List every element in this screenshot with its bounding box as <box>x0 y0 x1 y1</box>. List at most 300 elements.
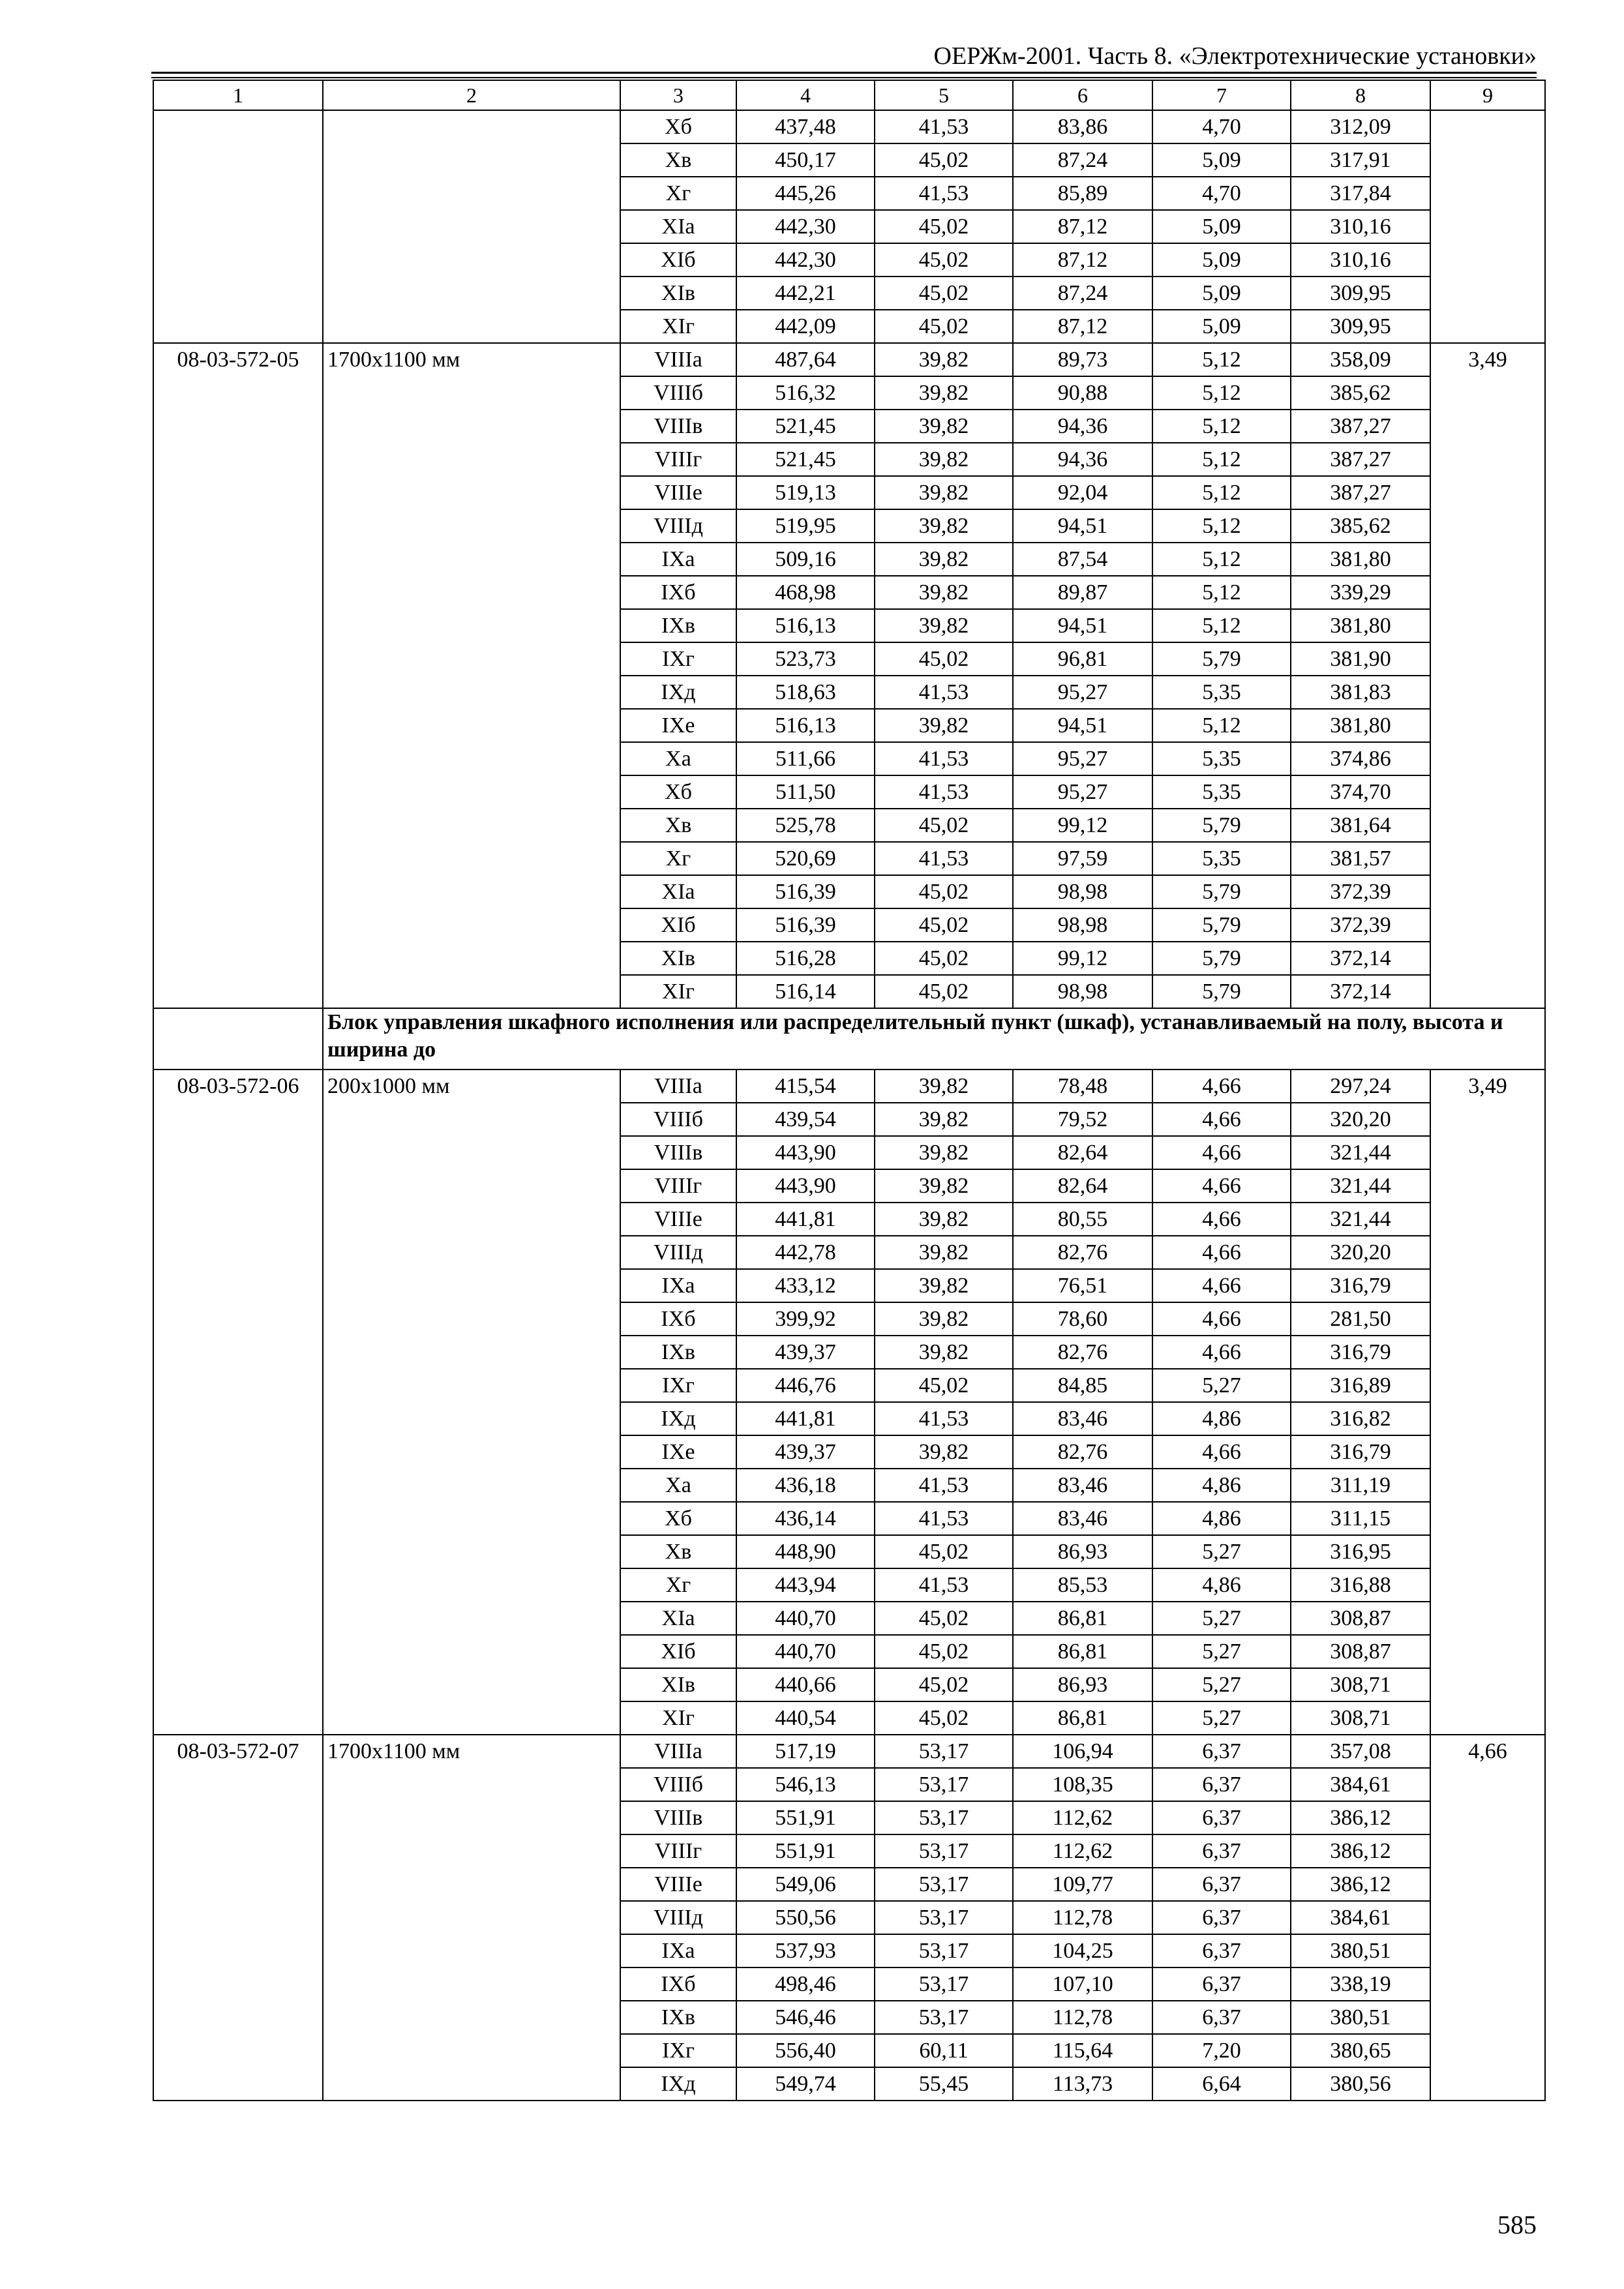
total-cost-cell: 437,48 <box>736 110 875 143</box>
total-cost-cell: 549,06 <box>736 1868 875 1901</box>
machine-cost-cell: 82,76 <box>1013 1435 1152 1469</box>
class-cell: XIa <box>620 210 736 243</box>
wage-cell: 39,82 <box>875 1269 1013 1302</box>
wage-cell: 45,02 <box>875 642 1013 676</box>
materials-cell: 316,95 <box>1291 1535 1430 1568</box>
wage-cell: 41,53 <box>875 742 1013 775</box>
class-cell: VIIIд <box>620 1236 736 1269</box>
materials-cell: 387,27 <box>1291 443 1430 476</box>
machine-wage-cell: 6,37 <box>1152 1834 1291 1868</box>
wage-cell: 53,17 <box>875 1735 1013 1768</box>
machine-wage-cell: 4,66 <box>1152 1103 1291 1136</box>
class-cell: VIIIб <box>620 376 736 410</box>
class-cell: IXa <box>620 1934 736 1967</box>
machine-cost-cell: 115,64 <box>1013 2034 1152 2067</box>
materials-cell: 320,20 <box>1291 1103 1430 1136</box>
machine-wage-cell: 4,66 <box>1152 1169 1291 1203</box>
class-cell: XIб <box>620 908 736 942</box>
wage-cell: 39,82 <box>875 1103 1013 1136</box>
class-cell: VIIIб <box>620 1103 736 1136</box>
wage-cell: 39,82 <box>875 1136 1013 1169</box>
total-cost-cell: 519,95 <box>736 509 875 543</box>
machine-cost-cell: 82,64 <box>1013 1136 1152 1169</box>
machine-wage-cell: 5,27 <box>1152 1635 1291 1668</box>
wage-cell: 41,53 <box>875 775 1013 809</box>
machine-wage-cell: 5,79 <box>1152 942 1291 975</box>
class-cell: Xa <box>620 1469 736 1502</box>
machine-cost-cell: 112,78 <box>1013 1901 1152 1934</box>
machine-cost-cell: 87,24 <box>1013 143 1152 177</box>
wage-cell: 39,82 <box>875 1236 1013 1269</box>
materials-cell: 387,27 <box>1291 410 1430 443</box>
total-cost-cell: 446,76 <box>736 1369 875 1402</box>
total-cost-cell: 511,66 <box>736 742 875 775</box>
materials-cell: 316,79 <box>1291 1269 1430 1302</box>
materials-cell: 372,39 <box>1291 875 1430 908</box>
total-cost-cell: 523,73 <box>736 642 875 676</box>
machine-wage-cell: 5,09 <box>1152 243 1291 277</box>
class-cell: IXa <box>620 543 736 576</box>
total-cost-cell: 442,30 <box>736 243 875 277</box>
total-cost-cell: 520,69 <box>736 842 875 875</box>
class-cell: XIг <box>620 1701 736 1735</box>
class-cell: Xг <box>620 842 736 875</box>
rate-code: 08-03-572-06 <box>153 1070 323 1735</box>
machine-wage-cell: 6,37 <box>1152 1768 1291 1801</box>
machine-cost-cell: 98,98 <box>1013 875 1152 908</box>
wage-cell: 39,82 <box>875 376 1013 410</box>
materials-cell: 316,89 <box>1291 1369 1430 1402</box>
materials-cell: 338,19 <box>1291 1967 1430 2001</box>
materials-cell: 374,70 <box>1291 775 1430 809</box>
total-cost-cell: 443,90 <box>736 1169 875 1203</box>
materials-cell: 381,80 <box>1291 543 1430 576</box>
class-cell: VIIIa <box>620 343 736 376</box>
machine-cost-cell: 96,81 <box>1013 642 1152 676</box>
machine-wage-cell: 6,37 <box>1152 2001 1291 2034</box>
machine-cost-cell: 94,51 <box>1013 709 1152 742</box>
class-cell: IXд <box>620 676 736 709</box>
wage-cell: 53,17 <box>875 1967 1013 2001</box>
total-cost-cell: 517,19 <box>736 1735 875 1768</box>
materials-cell: 297,24 <box>1291 1070 1430 1103</box>
materials-cell: 339,29 <box>1291 576 1430 609</box>
total-cost-cell: 442,21 <box>736 277 875 310</box>
column-number-row <box>153 80 1545 110</box>
machine-cost-cell: 112,78 <box>1013 2001 1152 2034</box>
machine-wage-cell: 6,37 <box>1152 1801 1291 1834</box>
machine-wage-cell: 5,79 <box>1152 642 1291 676</box>
total-cost-cell: 436,18 <box>736 1469 875 1502</box>
materials-cell: 309,95 <box>1291 310 1430 343</box>
materials-cell: 357,08 <box>1291 1735 1430 1768</box>
materials-cell: 381,64 <box>1291 809 1430 842</box>
materials-cell: 374,86 <box>1291 742 1430 775</box>
class-cell: IXв <box>620 609 736 642</box>
machine-cost-cell: 87,54 <box>1013 543 1152 576</box>
machine-wage-cell: 5,27 <box>1152 1535 1291 1568</box>
total-cost-cell: 546,13 <box>736 1768 875 1801</box>
materials-cell: 320,20 <box>1291 1236 1430 1269</box>
class-cell: IXa <box>620 1269 736 1302</box>
wage-cell: 45,02 <box>875 908 1013 942</box>
total-cost-cell: 439,54 <box>736 1103 875 1136</box>
wage-cell: 45,02 <box>875 143 1013 177</box>
wage-cell: 45,02 <box>875 975 1013 1008</box>
total-cost-cell: 546,46 <box>736 2001 875 2034</box>
total-cost-cell: 498,46 <box>736 1967 875 2001</box>
class-cell: Xб <box>620 775 736 809</box>
section-title: Блок управления шкафного исполнения или распределительный пункт (шкаф), устанавливаемый на полу, высота и ширина до <box>323 1008 1545 1070</box>
materials-cell: 308,71 <box>1291 1701 1430 1735</box>
materials-cell: 384,61 <box>1291 1768 1430 1801</box>
materials-cell: 311,19 <box>1291 1469 1430 1502</box>
table-row <box>153 1070 1545 1103</box>
class-cell: IXв <box>620 1336 736 1369</box>
class-cell: IXб <box>620 1967 736 2001</box>
size-cell <box>323 110 620 343</box>
materials-cell: 317,91 <box>1291 143 1430 177</box>
materials-cell: 321,44 <box>1291 1169 1430 1203</box>
wage-cell: 53,17 <box>875 1934 1013 1967</box>
total-cost-cell: 442,30 <box>736 210 875 243</box>
rate-code: 08-03-572-07 <box>153 1735 323 2101</box>
class-cell: IXд <box>620 1402 736 1435</box>
wage-cell: 60,11 <box>875 2034 1013 2067</box>
size-cell: 1700x1100 мм <box>323 1735 620 2101</box>
total-cost-cell: 509,16 <box>736 543 875 576</box>
wage-cell: 41,53 <box>875 842 1013 875</box>
machine-cost-cell: 108,35 <box>1013 1768 1152 1801</box>
machine-cost-cell: 99,12 <box>1013 809 1152 842</box>
machine-cost-cell: 83,86 <box>1013 110 1152 143</box>
machine-wage-cell: 5,12 <box>1152 376 1291 410</box>
materials-cell: 381,80 <box>1291 609 1430 642</box>
machine-wage-cell: 5,35 <box>1152 775 1291 809</box>
total-cost-cell: 521,45 <box>736 410 875 443</box>
class-cell: Xв <box>620 1535 736 1568</box>
machine-wage-cell: 5,12 <box>1152 476 1291 509</box>
total-cost-cell: 516,14 <box>736 975 875 1008</box>
class-cell: XIв <box>620 277 736 310</box>
class-cell: XIв <box>620 942 736 975</box>
machine-wage-cell: 4,66 <box>1152 1070 1291 1103</box>
machine-cost-cell: 86,81 <box>1013 1602 1152 1635</box>
column-number-4: 4 <box>736 80 875 110</box>
machine-cost-cell: 112,62 <box>1013 1801 1152 1834</box>
wage-cell: 45,02 <box>875 243 1013 277</box>
class-cell: XIг <box>620 975 736 1008</box>
machine-cost-cell: 82,76 <box>1013 1336 1152 1369</box>
section-spacer <box>153 1008 323 1070</box>
total-cost-cell: 516,13 <box>736 609 875 642</box>
materials-cell: 311,15 <box>1291 1502 1430 1535</box>
class-cell: VIIIe <box>620 1868 736 1901</box>
materials-cell: 386,12 <box>1291 1801 1430 1834</box>
total-cost-cell: 537,93 <box>736 1934 875 1967</box>
total-cost-cell: 556,40 <box>736 2034 875 2067</box>
materials-cell: 380,51 <box>1291 1934 1430 1967</box>
total-cost-cell: 448,90 <box>736 1535 875 1568</box>
machine-cost-cell: 87,24 <box>1013 277 1152 310</box>
column-number-6: 6 <box>1013 80 1152 110</box>
machine-cost-cell: 94,36 <box>1013 410 1152 443</box>
machine-cost-cell: 86,93 <box>1013 1535 1152 1568</box>
table-row <box>153 110 1545 143</box>
wage-cell: 45,02 <box>875 210 1013 243</box>
class-cell: XIa <box>620 1602 736 1635</box>
machine-wage-cell: 5,12 <box>1152 343 1291 376</box>
materials-cell: 387,27 <box>1291 476 1430 509</box>
materials-cell: 312,09 <box>1291 110 1430 143</box>
total-cost-cell: 439,37 <box>736 1336 875 1369</box>
total-cost-cell: 440,70 <box>736 1602 875 1635</box>
machine-wage-cell: 6,64 <box>1152 2067 1291 2101</box>
total-cost-cell: 511,50 <box>736 775 875 809</box>
machine-cost-cell: 95,27 <box>1013 742 1152 775</box>
wage-cell: 41,53 <box>875 1402 1013 1435</box>
class-cell: XIб <box>620 1635 736 1668</box>
wage-cell: 39,82 <box>875 1203 1013 1236</box>
machine-cost-cell: 109,77 <box>1013 1868 1152 1901</box>
column-number-7: 7 <box>1152 80 1291 110</box>
machine-wage-cell: 5,35 <box>1152 842 1291 875</box>
total-cost-cell: 516,39 <box>736 875 875 908</box>
machine-wage-cell: 6,37 <box>1152 1901 1291 1934</box>
machine-cost-cell: 89,87 <box>1013 576 1152 609</box>
total-cost-cell: 433,12 <box>736 1269 875 1302</box>
machine-wage-cell: 6,37 <box>1152 1868 1291 1901</box>
class-cell: VIIIд <box>620 509 736 543</box>
materials-cell: 317,84 <box>1291 177 1430 210</box>
class-cell: XIб <box>620 243 736 277</box>
wage-cell: 53,17 <box>875 1801 1013 1834</box>
wage-cell: 53,17 <box>875 1768 1013 1801</box>
machine-wage-cell: 4,70 <box>1152 110 1291 143</box>
total-cost-cell: 519,13 <box>736 476 875 509</box>
machine-wage-cell: 5,79 <box>1152 809 1291 842</box>
total-cost-cell: 516,39 <box>736 908 875 942</box>
class-cell: XIв <box>620 1668 736 1701</box>
total-cost-cell: 442,78 <box>736 1236 875 1269</box>
total-cost-cell: 516,32 <box>736 376 875 410</box>
wage-cell: 53,17 <box>875 1834 1013 1868</box>
materials-cell: 316,82 <box>1291 1402 1430 1435</box>
machine-wage-cell: 6,37 <box>1152 1735 1291 1768</box>
materials-cell: 380,56 <box>1291 2067 1430 2101</box>
total-cost-cell: 516,13 <box>736 709 875 742</box>
machine-wage-cell: 4,66 <box>1152 1269 1291 1302</box>
machine-wage-cell: 5,12 <box>1152 509 1291 543</box>
class-cell: VIIIг <box>620 1834 736 1868</box>
machine-wage-cell: 4,66 <box>1152 1435 1291 1469</box>
total-cost-cell: 525,78 <box>736 809 875 842</box>
machine-cost-cell: 92,04 <box>1013 476 1152 509</box>
total-cost-cell: 443,94 <box>736 1568 875 1602</box>
price-table <box>153 80 1546 2101</box>
wage-cell: 53,17 <box>875 2001 1013 2034</box>
machine-wage-cell: 5,79 <box>1152 908 1291 942</box>
column-number-9: 9 <box>1430 80 1545 110</box>
materials-cell: 380,65 <box>1291 2034 1430 2067</box>
class-cell: VIIIa <box>620 1070 736 1103</box>
machine-cost-cell: 94,51 <box>1013 509 1152 543</box>
running-header: ОЕРЖм-2001. Часть 8. «Электротехнические установки» <box>933 42 1537 70</box>
wage-cell: 53,17 <box>875 1868 1013 1901</box>
machine-cost-cell: 87,12 <box>1013 243 1152 277</box>
page-number: 585 <box>1497 2210 1537 2239</box>
wage-cell: 45,02 <box>875 1535 1013 1568</box>
materials-cell: 386,12 <box>1291 1868 1430 1901</box>
total-cost-cell: 487,64 <box>736 343 875 376</box>
total-cost-cell: 468,98 <box>736 576 875 609</box>
wage-cell: 39,82 <box>875 1070 1013 1103</box>
machine-wage-cell: 4,86 <box>1152 1502 1291 1535</box>
class-cell: Xa <box>620 742 736 775</box>
materials-cell: 372,14 <box>1291 942 1430 975</box>
machine-cost-cell: 95,27 <box>1013 775 1152 809</box>
size-cell: 200x1000 мм <box>323 1070 620 1735</box>
wage-cell: 39,82 <box>875 1302 1013 1336</box>
wage-cell: 45,02 <box>875 1668 1013 1701</box>
rate-code <box>153 110 323 343</box>
machine-wage-cell: 5,09 <box>1152 277 1291 310</box>
materials-cell: 372,39 <box>1291 908 1430 942</box>
wage-cell: 39,82 <box>875 410 1013 443</box>
machine-cost-cell: 78,48 <box>1013 1070 1152 1103</box>
total-cost-cell: 450,17 <box>736 143 875 177</box>
machine-cost-cell: 95,27 <box>1013 676 1152 709</box>
class-cell: IXг <box>620 642 736 676</box>
materials-cell: 381,90 <box>1291 642 1430 676</box>
class-cell: VIIIб <box>620 1768 736 1801</box>
materials-cell: 310,16 <box>1291 243 1430 277</box>
machine-cost-cell: 97,59 <box>1013 842 1152 875</box>
machine-wage-cell: 5,12 <box>1152 609 1291 642</box>
machine-cost-cell: 104,25 <box>1013 1934 1152 1967</box>
materials-cell: 281,50 <box>1291 1302 1430 1336</box>
machine-wage-cell: 4,66 <box>1152 1336 1291 1369</box>
materials-cell: 309,95 <box>1291 277 1430 310</box>
wage-cell: 39,82 <box>875 1336 1013 1369</box>
wage-cell: 41,53 <box>875 1568 1013 1602</box>
labor-cell: 4,66 <box>1430 1735 1545 2101</box>
column-number-8: 8 <box>1291 80 1430 110</box>
machine-cost-cell: 80,55 <box>1013 1203 1152 1236</box>
materials-cell: 310,16 <box>1291 210 1430 243</box>
class-cell: VIIIa <box>620 1735 736 1768</box>
size-cell: 1700x1100 мм <box>323 343 620 1008</box>
total-cost-cell: 549,74 <box>736 2067 875 2101</box>
class-cell: Xб <box>620 1502 736 1535</box>
machine-cost-cell: 86,81 <box>1013 1635 1152 1668</box>
materials-cell: 385,62 <box>1291 509 1430 543</box>
total-cost-cell: 551,91 <box>736 1834 875 1868</box>
machine-cost-cell: 86,81 <box>1013 1701 1152 1735</box>
wage-cell: 45,02 <box>875 277 1013 310</box>
machine-cost-cell: 99,12 <box>1013 942 1152 975</box>
machine-wage-cell: 5,12 <box>1152 543 1291 576</box>
labor-cell <box>1430 110 1545 343</box>
machine-wage-cell: 4,66 <box>1152 1302 1291 1336</box>
wage-cell: 39,82 <box>875 343 1013 376</box>
total-cost-cell: 440,70 <box>736 1635 875 1668</box>
machine-wage-cell: 5,27 <box>1152 1602 1291 1635</box>
column-number-1: 1 <box>153 80 323 110</box>
total-cost-cell: 415,54 <box>736 1070 875 1103</box>
machine-wage-cell: 5,12 <box>1152 410 1291 443</box>
materials-cell: 384,61 <box>1291 1901 1430 1934</box>
materials-cell: 316,79 <box>1291 1336 1430 1369</box>
class-cell: IXг <box>620 1369 736 1402</box>
total-cost-cell: 439,37 <box>736 1435 875 1469</box>
class-cell: VIIIг <box>620 443 736 476</box>
total-cost-cell: 440,66 <box>736 1668 875 1701</box>
wage-cell: 39,82 <box>875 1435 1013 1469</box>
class-cell: VIIIe <box>620 1203 736 1236</box>
machine-cost-cell: 83,46 <box>1013 1502 1152 1535</box>
machine-cost-cell: 83,46 <box>1013 1402 1152 1435</box>
machine-wage-cell: 7,20 <box>1152 2034 1291 2067</box>
machine-cost-cell: 82,64 <box>1013 1169 1152 1203</box>
materials-cell: 321,44 <box>1291 1136 1430 1169</box>
machine-wage-cell: 5,27 <box>1152 1701 1291 1735</box>
wage-cell: 39,82 <box>875 443 1013 476</box>
machine-cost-cell: 106,94 <box>1013 1735 1152 1768</box>
machine-cost-cell: 112,62 <box>1013 1834 1152 1868</box>
total-cost-cell: 441,81 <box>736 1402 875 1435</box>
machine-cost-cell: 94,51 <box>1013 609 1152 642</box>
total-cost-cell: 442,09 <box>736 310 875 343</box>
class-cell: VIIIг <box>620 1169 736 1203</box>
machine-cost-cell: 107,10 <box>1013 1967 1152 2001</box>
class-cell: Xб <box>620 110 736 143</box>
machine-wage-cell: 5,27 <box>1152 1668 1291 1701</box>
materials-cell: 316,79 <box>1291 1435 1430 1469</box>
class-cell: VIIIв <box>620 1136 736 1169</box>
class-cell: VIIIe <box>620 476 736 509</box>
class-cell: Xв <box>620 809 736 842</box>
materials-cell: 321,44 <box>1291 1203 1430 1236</box>
wage-cell: 39,82 <box>875 709 1013 742</box>
total-cost-cell: 518,63 <box>736 676 875 709</box>
machine-cost-cell: 86,93 <box>1013 1668 1152 1701</box>
wage-cell: 45,02 <box>875 875 1013 908</box>
machine-wage-cell: 5,35 <box>1152 742 1291 775</box>
materials-cell: 316,88 <box>1291 1568 1430 1602</box>
total-cost-cell: 440,54 <box>736 1701 875 1735</box>
machine-cost-cell: 82,76 <box>1013 1236 1152 1269</box>
machine-wage-cell: 4,86 <box>1152 1402 1291 1435</box>
wage-cell: 45,02 <box>875 1701 1013 1735</box>
section-row <box>153 1008 1545 1070</box>
labor-cell: 3,49 <box>1430 1070 1545 1735</box>
machine-wage-cell: 5,79 <box>1152 875 1291 908</box>
column-number-2: 2 <box>323 80 620 110</box>
materials-cell: 372,14 <box>1291 975 1430 1008</box>
machine-cost-cell: 87,12 <box>1013 210 1152 243</box>
wage-cell: 41,53 <box>875 177 1013 210</box>
column-number-5: 5 <box>875 80 1013 110</box>
class-cell: IXд <box>620 2067 736 2101</box>
class-cell: IXв <box>620 2001 736 2034</box>
machine-wage-cell: 5,27 <box>1152 1369 1291 1402</box>
machine-wage-cell: 4,66 <box>1152 1136 1291 1169</box>
materials-cell: 308,87 <box>1291 1635 1430 1668</box>
total-cost-cell: 550,56 <box>736 1901 875 1934</box>
total-cost-cell: 441,81 <box>736 1203 875 1236</box>
wage-cell: 39,82 <box>875 509 1013 543</box>
